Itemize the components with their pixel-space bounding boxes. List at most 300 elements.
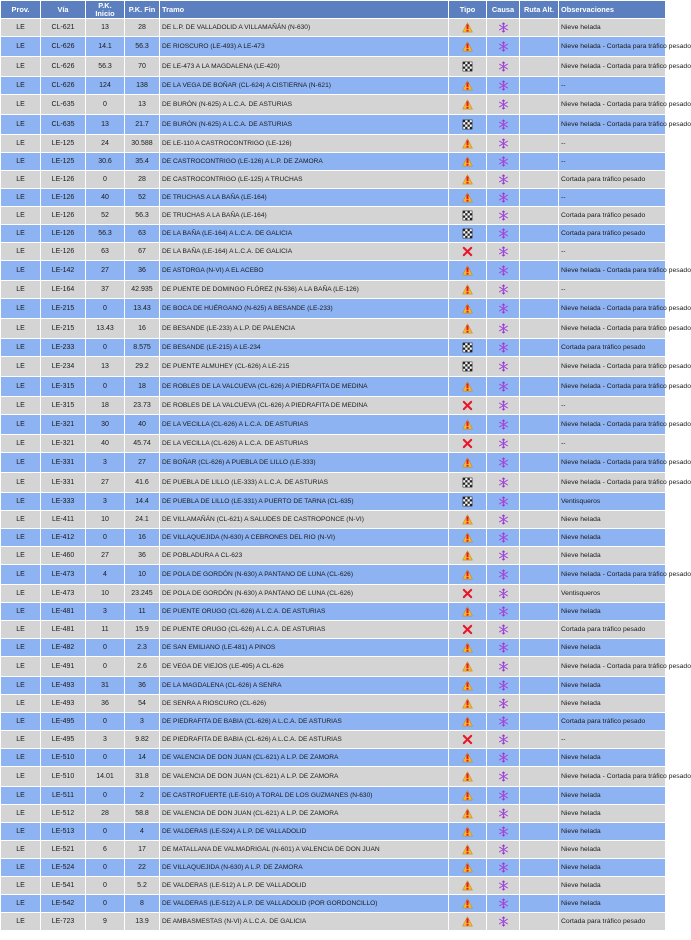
cell-tipo (449, 511, 487, 529)
cell-prov: LE (1, 749, 41, 767)
table-row[interactable] (1, 913, 666, 931)
table-row[interactable] (1, 281, 666, 299)
cell-tramo: DE VALDERAS (LE-512) A L.P. DE VALLADOLID (POR GORDONCILLO) (160, 895, 449, 913)
cell-causa (487, 281, 520, 299)
cell-prov: LE (1, 823, 41, 841)
cell-causa (487, 261, 520, 281)
cell-tramo: DE ROBLES DE LA VALCUEVA (CL-626) A PIEDRAFITA DE MEDINA (160, 377, 449, 397)
table-row[interactable] (1, 135, 666, 153)
cell-observaciones: -- (559, 281, 666, 299)
cell-ruta-alt (520, 19, 559, 37)
table-row[interactable] (1, 713, 666, 731)
cell-pk-fin: 36 (125, 547, 160, 565)
cell-via: LE-482 (41, 639, 86, 657)
warning-icon (462, 771, 473, 782)
table-row[interactable] (1, 877, 666, 895)
cell-tramo: DE VALDERAS (LE-524) A L.P. DE VALLADOLID (160, 823, 449, 841)
cell-via: LE-331 (41, 453, 86, 473)
cell-via: LE-481 (41, 621, 86, 639)
cell-tipo (449, 841, 487, 859)
cell-pk-inicio: 52 (86, 207, 125, 225)
cell-prov: LE (1, 805, 41, 823)
cell-tipo (449, 415, 487, 435)
cell-tipo (449, 713, 487, 731)
warning-icon (462, 716, 473, 727)
cell-pk-fin: 17 (125, 841, 160, 859)
snowflake-icon (498, 210, 509, 221)
table-row[interactable] (1, 453, 666, 473)
table-row[interactable] (1, 225, 666, 243)
table-row[interactable] (1, 319, 666, 339)
cell-ruta-alt (520, 749, 559, 767)
cell-prov: LE (1, 77, 41, 95)
cell-ruta-alt (520, 435, 559, 453)
cell-pk-inicio: 0 (86, 713, 125, 731)
snowflake-icon (498, 771, 509, 782)
cell-pk-inicio: 13.43 (86, 319, 125, 339)
cell-observaciones: -- (559, 189, 666, 207)
snowflake-icon (498, 661, 509, 672)
cell-observaciones: Cortada para tráfico pesado (559, 225, 666, 243)
cell-prov: LE (1, 621, 41, 639)
cell-pk-fin: 67 (125, 243, 160, 261)
table-row[interactable] (1, 639, 666, 657)
cell-tramo: DE VEGA DE VIEJOS (LE-495) A CL-626 (160, 657, 449, 677)
snowflake-icon (498, 284, 509, 295)
cell-tipo (449, 603, 487, 621)
table-row[interactable] (1, 37, 666, 57)
table-row[interactable] (1, 415, 666, 435)
cell-observaciones: Nieve helada - Cortada para tráfico pesado (559, 473, 666, 493)
cell-tramo: DE BOCA DE HUÉRGANO (N-625) A BESANDE (LE-233) (160, 299, 449, 319)
header-pk-fin[interactable]: P.K. Fin (125, 1, 160, 19)
table-row[interactable] (1, 357, 666, 377)
table-row[interactable] (1, 171, 666, 189)
cell-prov: LE (1, 657, 41, 677)
table-row[interactable] (1, 19, 666, 37)
cell-pk-inicio: 10 (86, 511, 125, 529)
cell-via: LE-473 (41, 565, 86, 585)
cell-pk-inicio: 0 (86, 895, 125, 913)
cell-prov: LE (1, 135, 41, 153)
warning-icon (462, 898, 473, 909)
table-row[interactable] (1, 261, 666, 281)
cell-prov: LE (1, 677, 41, 695)
cell-causa (487, 189, 520, 207)
cell-causa (487, 377, 520, 397)
cell-observaciones: Nieve helada (559, 677, 666, 695)
cell-via: LE-125 (41, 135, 86, 153)
cell-ruta-alt (520, 135, 559, 153)
cell-causa (487, 319, 520, 339)
cell-prov: LE (1, 281, 41, 299)
cell-tramo: DE PUENTE ORUGO (CL-626) A L.C.A. DE ASTURIAS (160, 603, 449, 621)
cell-via: LE-164 (41, 281, 86, 299)
cell-pk-fin: 41.6 (125, 473, 160, 493)
cell-tipo (449, 281, 487, 299)
cell-prov: LE (1, 115, 41, 135)
cell-observaciones: Cortada para tráfico pesado (559, 621, 666, 639)
cell-observaciones: Nieve helada - Cortada para tráfico pesado (559, 657, 666, 677)
cell-tramo: DE L.P. DE VALLADOLID A VILLAMAÑÁN (N-630) (160, 19, 449, 37)
cell-pk-fin: 54 (125, 695, 160, 713)
cell-pk-inicio: 13 (86, 115, 125, 135)
snowflake-icon (498, 569, 509, 580)
cell-observaciones: -- (559, 243, 666, 261)
table-row[interactable] (1, 57, 666, 77)
cell-observaciones: Nieve helada - Cortada para tráfico pesado (559, 95, 666, 115)
table-row[interactable] (1, 805, 666, 823)
cell-pk-fin: 30.588 (125, 135, 160, 153)
cell-observaciones: Nieve helada (559, 547, 666, 565)
cell-observaciones: -- (559, 731, 666, 749)
cell-tipo (449, 299, 487, 319)
cell-ruta-alt (520, 767, 559, 787)
cell-via: LE-215 (41, 319, 86, 339)
cell-observaciones: Nieve helada (559, 805, 666, 823)
cell-pk-fin: 24.1 (125, 511, 160, 529)
cell-via: LE-234 (41, 357, 86, 377)
cell-prov: LE (1, 225, 41, 243)
cell-tipo (449, 749, 487, 767)
snowflake-icon (498, 303, 509, 314)
cell-tramo: DE VILLAQUEJIDA (N-630) A L.P. DE ZAMORA (160, 859, 449, 877)
cell-ruta-alt (520, 493, 559, 511)
cell-pk-inicio: 3 (86, 731, 125, 749)
checkered-flag-icon (462, 477, 473, 488)
cell-via: LE-126 (41, 171, 86, 189)
table-row[interactable] (1, 677, 666, 695)
cell-pk-fin: 16 (125, 529, 160, 547)
cell-causa (487, 895, 520, 913)
cell-pk-fin: 42.935 (125, 281, 160, 299)
cell-observaciones: -- (559, 77, 666, 95)
cell-tramo: DE LE-473 A LA MAGDALENA (LE-420) (160, 57, 449, 77)
cell-observaciones: Nieve helada (559, 859, 666, 877)
cell-causa (487, 153, 520, 171)
cell-tipo (449, 493, 487, 511)
table-row[interactable] (1, 565, 666, 585)
cell-via: CL-621 (41, 19, 86, 37)
snowflake-icon (498, 844, 509, 855)
cell-ruta-alt (520, 339, 559, 357)
table-row[interactable] (1, 767, 666, 787)
table-row[interactable] (1, 511, 666, 529)
cell-tramo: DE LA VEGA DE BOÑAR (CL-624) A CISTIERNA (N-621) (160, 77, 449, 95)
cell-ruta-alt (520, 115, 559, 135)
snowflake-icon (498, 119, 509, 130)
cell-tipo (449, 95, 487, 115)
cell-ruta-alt (520, 319, 559, 339)
warning-icon (462, 532, 473, 543)
warning-icon (462, 323, 473, 334)
cell-pk-inicio: 30.6 (86, 153, 125, 171)
cell-tipo (449, 565, 487, 585)
table-row[interactable] (1, 377, 666, 397)
cell-ruta-alt (520, 453, 559, 473)
cell-pk-fin: 36 (125, 677, 160, 695)
cell-causa (487, 511, 520, 529)
cell-tipo (449, 357, 487, 377)
cell-pk-inicio: 27 (86, 547, 125, 565)
cell-via: LE-126 (41, 189, 86, 207)
cell-ruta-alt (520, 585, 559, 603)
cell-tipo (449, 787, 487, 805)
cell-pk-fin: 21.7 (125, 115, 160, 135)
snowflake-icon (498, 862, 509, 873)
cell-tipo (449, 823, 487, 841)
snowflake-icon (498, 342, 509, 353)
cell-pk-fin: 3 (125, 713, 160, 731)
table-row[interactable] (1, 603, 666, 621)
cell-tramo: DE MATALLANA DE VALMADRIGAL (N-601) A VALENCIA DE DON JUAN (160, 841, 449, 859)
cell-pk-fin: 31.8 (125, 767, 160, 787)
cell-tramo: DE BESANDE (LE-233) A L.P. DE PALENCIA (160, 319, 449, 339)
snowflake-icon (498, 698, 509, 709)
cell-tramo: DE SAN EMILIANO (LE-481) A PINOS (160, 639, 449, 657)
cell-pk-fin: 14.4 (125, 493, 160, 511)
cell-pk-inicio: 40 (86, 435, 125, 453)
cell-pk-inicio: 11 (86, 621, 125, 639)
cell-tramo: DE VILLAQUEJIDA (N-630) A CEBRONES DEL RIO (N-VI) (160, 529, 449, 547)
snowflake-icon (498, 624, 509, 635)
table-row[interactable] (1, 397, 666, 415)
cell-prov: LE (1, 153, 41, 171)
cell-ruta-alt (520, 57, 559, 77)
snowflake-icon (498, 61, 509, 72)
cell-observaciones: -- (559, 153, 666, 171)
cell-prov: LE (1, 841, 41, 859)
cell-causa (487, 749, 520, 767)
cell-via: LE-542 (41, 895, 86, 913)
warning-icon (462, 569, 473, 580)
header-observaciones[interactable]: Observaciones (559, 1, 666, 19)
cell-observaciones: Nieve helada - Cortada para tráfico pesado (559, 261, 666, 281)
cell-prov: LE (1, 767, 41, 787)
cell-via: LE-126 (41, 243, 86, 261)
snowflake-icon (498, 361, 509, 372)
cell-observaciones: Cortada para tráfico pesado (559, 913, 666, 931)
cell-pk-fin: 23.245 (125, 585, 160, 603)
cell-pk-inicio: 9 (86, 913, 125, 931)
cell-prov: LE (1, 511, 41, 529)
table-row[interactable] (1, 657, 666, 677)
cell-causa (487, 657, 520, 677)
cell-observaciones: Nieve helada (559, 895, 666, 913)
table-row[interactable] (1, 189, 666, 207)
warning-icon (462, 680, 473, 691)
cell-pk-fin: 8 (125, 895, 160, 913)
header-pk-inicio[interactable]: P.K. Inicio (86, 1, 125, 19)
cell-tipo (449, 37, 487, 57)
snowflake-icon (498, 550, 509, 561)
table-row[interactable] (1, 153, 666, 171)
cell-tipo (449, 895, 487, 913)
cell-causa (487, 115, 520, 135)
snowflake-icon (498, 716, 509, 727)
table-row[interactable] (1, 787, 666, 805)
cell-pk-fin: 35.4 (125, 153, 160, 171)
cell-ruta-alt (520, 621, 559, 639)
cell-pk-fin: 58.8 (125, 805, 160, 823)
cell-tramo: DE SENRA A RIOSCURO (CL-626) (160, 695, 449, 713)
warning-icon (462, 41, 473, 52)
cell-pk-fin: 10 (125, 565, 160, 585)
table-row[interactable] (1, 823, 666, 841)
warning-icon (462, 265, 473, 276)
snowflake-icon (498, 790, 509, 801)
header-tipo[interactable]: Tipo (449, 1, 487, 19)
cell-pk-fin: 36 (125, 261, 160, 281)
header-via[interactable]: Vía (41, 1, 86, 19)
cell-tipo (449, 913, 487, 931)
cell-pk-inicio: 0 (86, 171, 125, 189)
cell-pk-fin: 56.3 (125, 207, 160, 225)
cell-ruta-alt (520, 695, 559, 713)
table-row[interactable] (1, 621, 666, 639)
cell-prov: LE (1, 37, 41, 57)
cell-causa (487, 621, 520, 639)
cell-prov: LE (1, 493, 41, 511)
cell-pk-fin: 11 (125, 603, 160, 621)
cell-via: LE-233 (41, 339, 86, 357)
table-row[interactable] (1, 243, 666, 261)
cell-ruta-alt (520, 823, 559, 841)
table-row[interactable] (1, 859, 666, 877)
cell-prov: LE (1, 913, 41, 931)
cell-prov: LE (1, 435, 41, 453)
cell-observaciones: Nieve helada - Cortada para tráfico pesado (559, 319, 666, 339)
table-row[interactable] (1, 841, 666, 859)
cell-prov: LE (1, 339, 41, 357)
red-x-icon (462, 624, 473, 635)
cell-tramo: DE PUENTE ALMUHEY (CL-626) A LE-215 (160, 357, 449, 377)
cell-prov: LE (1, 877, 41, 895)
cell-tipo (449, 731, 487, 749)
cell-tramo: DE AMBASMESTAS (N-VI) A L.C.A. DE GALICIA (160, 913, 449, 931)
cell-prov: LE (1, 207, 41, 225)
cell-via: LE-493 (41, 695, 86, 713)
cell-causa (487, 859, 520, 877)
cell-tramo: DE VALDERAS (LE-512) A L.P. DE VALLADOLID (160, 877, 449, 895)
table-row[interactable] (1, 435, 666, 453)
table-row[interactable] (1, 77, 666, 95)
table-row[interactable] (1, 695, 666, 713)
warning-icon (462, 156, 473, 167)
cell-via: LE-412 (41, 529, 86, 547)
cell-pk-inicio: 10 (86, 585, 125, 603)
table-row[interactable] (1, 731, 666, 749)
cell-via: LE-473 (41, 585, 86, 603)
cell-pk-fin: 29.2 (125, 357, 160, 377)
header-ruta-alt[interactable]: Ruta Alt. (520, 1, 559, 19)
cell-pk-inicio: 13 (86, 357, 125, 377)
snowflake-icon (498, 532, 509, 543)
cell-observaciones: -- (559, 135, 666, 153)
snowflake-icon (498, 138, 509, 149)
warning-icon (462, 752, 473, 763)
header-tramo[interactable]: Tramo (160, 1, 449, 19)
cell-causa (487, 767, 520, 787)
table-row[interactable] (1, 95, 666, 115)
cell-tramo: DE PIEDRAFITA DE BABIA (CL-626) A L.C.A. DE ASTURIAS (160, 731, 449, 749)
checkered-flag-icon (462, 61, 473, 72)
cell-ruta-alt (520, 547, 559, 565)
cell-via: LE-125 (41, 153, 86, 171)
cell-tramo: DE BESANDE (LE-215) A LE-234 (160, 339, 449, 357)
cell-ruta-alt (520, 473, 559, 493)
table-row[interactable] (1, 749, 666, 767)
cell-prov: LE (1, 529, 41, 547)
cell-via: LE-460 (41, 547, 86, 565)
cell-tipo (449, 171, 487, 189)
header-prov[interactable]: Prov. (1, 1, 41, 19)
snowflake-icon (498, 419, 509, 430)
cell-tramo: DE POLA DE GORDÓN (N-630) A PANTANO DE LUNA (CL-626) (160, 585, 449, 603)
cell-via: LE-510 (41, 767, 86, 787)
header-causa[interactable]: Causa (487, 1, 520, 19)
cell-causa (487, 585, 520, 603)
cell-tramo: DE CASTROFUERTE (LE-510) A TORAL DE LOS GUZMANES (N-630) (160, 787, 449, 805)
cell-pk-fin: 5.2 (125, 877, 160, 895)
table-row[interactable] (1, 529, 666, 547)
cell-pk-inicio: 3 (86, 603, 125, 621)
table-row[interactable] (1, 585, 666, 603)
table-row[interactable] (1, 895, 666, 913)
table-row[interactable] (1, 493, 666, 511)
cell-prov: LE (1, 603, 41, 621)
cell-via: LE-512 (41, 805, 86, 823)
cell-tipo (449, 77, 487, 95)
cell-ruta-alt (520, 243, 559, 261)
warning-icon (462, 550, 473, 561)
cell-observaciones: Nieve helada - Cortada para tráfico pesado (559, 377, 666, 397)
cell-ruta-alt (520, 153, 559, 171)
cell-prov: LE (1, 787, 41, 805)
cell-pk-fin: 27 (125, 453, 160, 473)
cell-prov: LE (1, 95, 41, 115)
cell-observaciones: -- (559, 435, 666, 453)
cell-tipo (449, 657, 487, 677)
cell-prov: LE (1, 171, 41, 189)
cell-observaciones: Nieve helada (559, 529, 666, 547)
cell-observaciones: Nieve helada - Cortada para tráfico pesado (559, 415, 666, 435)
cell-causa (487, 805, 520, 823)
table-row[interactable] (1, 547, 666, 565)
cell-tramo: DE LA BAÑA (LE-164) A L.C.A. DE GALICIA (160, 243, 449, 261)
cell-observaciones: Nieve helada - Cortada para tráfico pesado (559, 37, 666, 57)
cell-causa (487, 171, 520, 189)
cell-tipo (449, 261, 487, 281)
cell-prov: LE (1, 299, 41, 319)
cell-observaciones: Cortada para tráfico pesado (559, 207, 666, 225)
cell-prov: LE (1, 639, 41, 657)
table-row[interactable] (1, 473, 666, 493)
table-row[interactable] (1, 299, 666, 319)
red-x-icon (462, 734, 473, 745)
cell-observaciones: Nieve helada - Cortada para tráfico pesado (559, 565, 666, 585)
warning-icon (462, 381, 473, 392)
cell-prov: LE (1, 357, 41, 377)
cell-observaciones: Ventisqueros (559, 493, 666, 511)
cell-pk-fin: 2.3 (125, 639, 160, 657)
cell-observaciones: Nieve helada (559, 823, 666, 841)
cell-pk-inicio: 0 (86, 859, 125, 877)
table-row[interactable] (1, 339, 666, 357)
table-row[interactable] (1, 207, 666, 225)
cell-via: CL-635 (41, 95, 86, 115)
table-row[interactable] (1, 115, 666, 135)
